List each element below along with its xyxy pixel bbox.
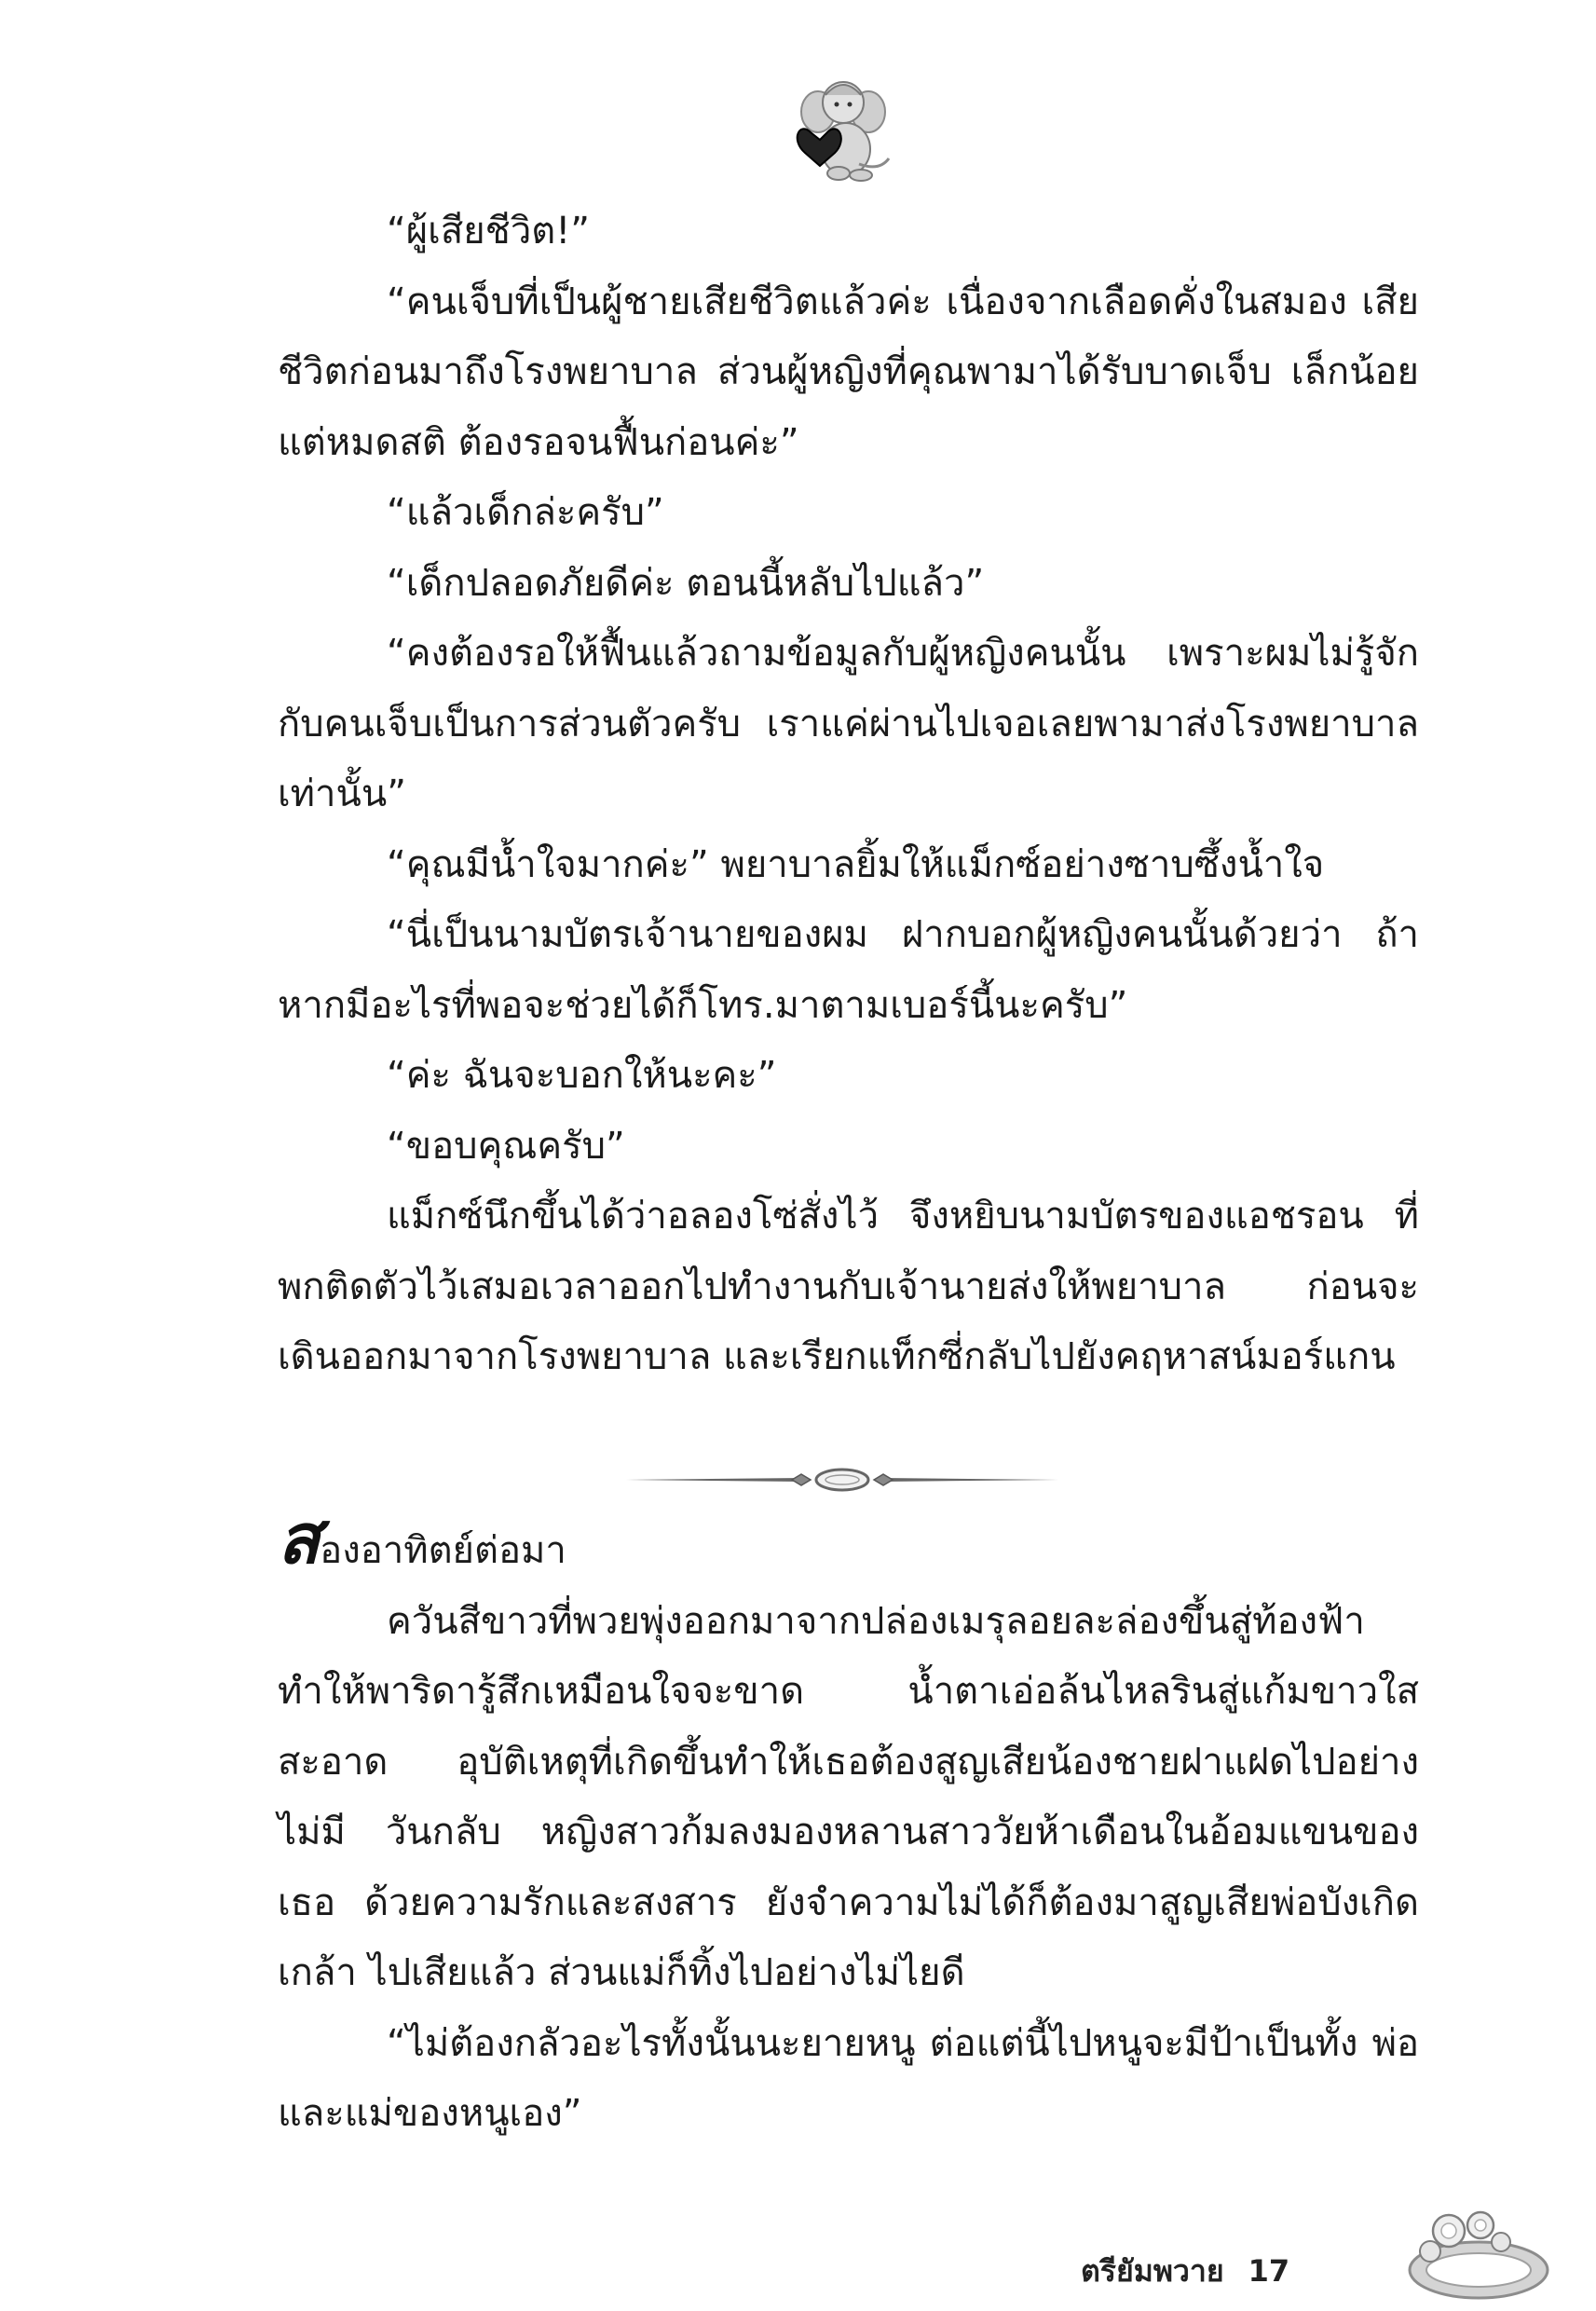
page-number: 17 (1248, 2253, 1290, 2289)
ornamental-divider (626, 1463, 1058, 1497)
paragraph: “เด็กปลอดภัยดีค่ะ ตอนนี้หลับไปแล้ว” (387, 561, 985, 605)
diamond-ring-icon (1393, 2208, 1556, 2306)
paragraph: “ไม่ต้องกลัวอะไรทั้งนั้นนะยายหนู ต่อแต่นี้ไปหนูจะมีป้าเป็นทั้ง พ่อและแม่ของหนูเอง” (278, 2021, 1419, 2135)
paragraph: “ผู้เสียชีวิต!” (387, 210, 591, 253)
page-footer (1081, 2248, 1290, 2289)
paragraph: “คุณมีน้ำใจมากค่ะ” พยาบาลยิ้มให้แม็กซ์อย่างซาบซึ้งน้ำใจ (387, 842, 1325, 886)
drop-cap: ส (278, 1499, 321, 1579)
paragraph: “ค่ะ ฉันจะบอกให้นะคะ” (387, 1054, 777, 1097)
story-section-1 (278, 197, 1419, 1393)
paragraph: ควันสีขาวที่พวยพุ่งออกมาจากปล่องเมรุลอยละล่องขึ้นสู่ท้องฟ้า ทำให้พาริดารู้สึกเหมือนใจจะขาด น้ำตาเอ่อล้นไหลรินสู่แก้มขาวใสสะอาด อุบัติเหตุที่เกิดขึ้นทำให้เธอต้องสูญเสียน้องชายฝาแฝดไปอย่างไม่มี วันกลับ หญิงสาวก้มลงมองหลานสาววัยห้าเดือนในอ้อมแขนของเธอ ด้วยความรักและสงสาร ยังจำความไม่ได้ก็ต้องมาสูญเสียพ่อบังเกิดเกล้า ไปเสียแล้ว ส่วนแม่ก็ทิ้งไปอย่างไม่ไยดี (278, 1599, 1419, 1994)
paragraph: “ขอบคุณครับ” (387, 1124, 625, 1168)
paragraph: แม็กซ์นึกขึ้นได้ว่าอลองโซ่สั่งไว้ จึงหยิบนามบัตรของแอชรอน ที่พกติดตัวไว้เสมอเวลาออกไปทำงานกับเจ้านายส่งให้พยาบาล ก่อนจะ เดินออกมาจากโรงพยาบาล และเรียกแท็กซี่กลับไปยังคฤหาสน์มอร์แกน (278, 1195, 1419, 1378)
paragraph: “คนเจ็บที่เป็นผู้ชายเสียชีวิตแล้วค่ะ เนื่องจากเลือดคั่งในสมอง เสียชีวิตก่อนมาถึงโรงพยาบาล ส่วนผู้หญิงที่คุณพามาได้รับบาดเจ็บ เล็กน้อย แต่หมดสติ ต้องรอจนฟื้นก่อนค่ะ” (278, 280, 1419, 464)
cupid-heart-icon (790, 75, 894, 182)
book-title: ตรียัมพวาย (1081, 2253, 1224, 2289)
paragraph: “นี่เป็นนามบัตรเจ้านายของผม ฝากบอกผู้หญิงคนนั้นด้วยว่า ถ้าหากมีอะไรที่พอจะช่วยได้ก็โทร.มาตามเบอร์นี้นะครับ” (278, 913, 1419, 1027)
section-opening-line (278, 1499, 1419, 1587)
story-section-2 (278, 1499, 1419, 2150)
opening-words: องอาทิตย์ต่อมา (320, 1529, 566, 1572)
paragraph: “คงต้องรอให้ฟื้นแล้วถามข้อมูลกับผู้หญิงคนนั้น เพราะผมไม่รู้จัก กับคนเจ็บเป็นการส่วนตัวครับ เราแค่ผ่านไปเจอเลยพามาส่งโรงพยาบาล เท่านั้น” (278, 632, 1419, 815)
paragraph: “แล้วเด็กล่ะครับ” (387, 491, 664, 534)
